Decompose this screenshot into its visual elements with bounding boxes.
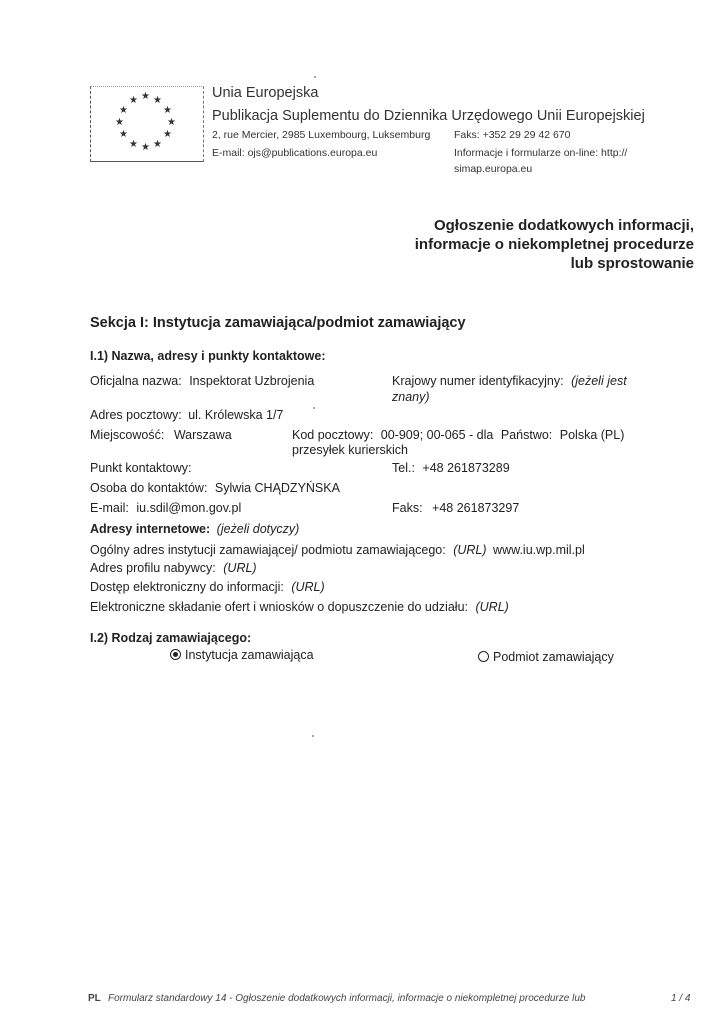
star-icon: ★ bbox=[167, 117, 176, 128]
star-icon: ★ bbox=[119, 129, 128, 140]
tel-value: +48 261873289 bbox=[422, 461, 510, 475]
option-entity-label: Podmiot zamawiający bbox=[493, 650, 614, 664]
country-value: Polska (PL) bbox=[559, 428, 625, 442]
option-entity[interactable] bbox=[478, 650, 614, 664]
general-address-row bbox=[90, 543, 585, 557]
postal-code-label: Kod pocztowy: bbox=[292, 428, 374, 442]
tel-row bbox=[392, 461, 510, 475]
footer-form-text: Formularz standardowy 14 - Ogłoszenie dodatkowych informacji, informacje o niekompletnej procedurze lub bbox=[108, 993, 586, 1004]
town-label: Miejscowość: bbox=[90, 428, 165, 442]
fax-row bbox=[392, 501, 519, 515]
i2-heading: I.2) Rodzaj zamawiającego: bbox=[90, 631, 252, 645]
national-id-row bbox=[392, 374, 627, 388]
internet-heading: Adresy internetowe: bbox=[90, 522, 211, 536]
town-row bbox=[90, 428, 232, 442]
electronic-submission-url-hint: (URL) bbox=[475, 600, 509, 614]
country-label: Państwo: bbox=[500, 428, 553, 442]
fax-label: Faks: bbox=[392, 501, 423, 515]
star-icon: ★ bbox=[119, 105, 128, 116]
national-id-label: Krajowy numer identyfikacyjny: bbox=[392, 374, 564, 388]
contact-person-row bbox=[90, 481, 340, 495]
scan-speck bbox=[314, 76, 316, 78]
postal-code-row bbox=[292, 428, 624, 442]
scan-speck bbox=[312, 735, 314, 737]
electronic-submission-row bbox=[90, 600, 509, 614]
star-icon: ★ bbox=[153, 139, 162, 150]
i1-heading: I.1) Nazwa, adresy i punkty kontaktowe: bbox=[90, 349, 326, 363]
postal-address-value: ul. Królewska 1/7 bbox=[188, 408, 284, 422]
general-address-url-hint: (URL) bbox=[453, 543, 487, 557]
fax-value: +48 261873297 bbox=[432, 501, 520, 515]
email-label: E-mail: bbox=[90, 501, 129, 515]
postal-code-cont: przesyłek kurierskich bbox=[292, 443, 409, 457]
email-row bbox=[90, 501, 241, 515]
radio-unchecked-icon[interactable] bbox=[478, 651, 489, 662]
national-id-hint-cont: znany) bbox=[392, 390, 430, 404]
header-email: E-mail: ojs@publications.europa.eu bbox=[212, 147, 378, 159]
contact-person-label: Osoba do kontaktów: bbox=[90, 481, 208, 495]
option-institution-label: Instytucja zamawiająca bbox=[185, 648, 314, 662]
official-name-value: Inspektorat Uzbrojenia bbox=[189, 374, 315, 388]
star-icon: ★ bbox=[129, 139, 138, 150]
header-publication: Publikacja Suplementu do Dziennika Urzędowego Unii Europejskiej bbox=[212, 108, 645, 124]
eu-flag-emblem bbox=[90, 86, 204, 162]
electronic-access-url-hint: (URL) bbox=[291, 580, 325, 594]
document-title: Ogłoszenie dodatkowych informacji, informacje o niekompletnej procedurze lub sprostowanie bbox=[414, 217, 694, 272]
star-icon: ★ bbox=[129, 95, 138, 106]
star-icon: ★ bbox=[115, 117, 124, 128]
star-icon: ★ bbox=[163, 105, 172, 116]
town-value: Warszawa bbox=[173, 428, 232, 442]
postal-code-value: 00-909; 00-065 - dla bbox=[380, 428, 494, 442]
star-icon: ★ bbox=[153, 95, 162, 106]
electronic-access-row bbox=[90, 580, 325, 594]
electronic-access-label: Dostęp elektroniczny do informacji: bbox=[90, 580, 284, 594]
general-address-label: Ogólny adres instytucji zamawiającej/ podmiotu zamawiającego: bbox=[90, 543, 446, 557]
postal-address-label: Adres pocztowy: bbox=[90, 408, 182, 422]
buyer-profile-row bbox=[90, 561, 257, 575]
official-name-label: Oficjalna nazwa: bbox=[90, 374, 182, 388]
internet-heading-row bbox=[90, 522, 299, 536]
scan-speck bbox=[313, 407, 315, 409]
contact-point-label: Punkt kontaktowy: bbox=[90, 461, 192, 475]
star-icon: ★ bbox=[141, 142, 150, 153]
electronic-submission-label: Elektroniczne składanie ofert i wniosków o dopuszczenie do udziału: bbox=[90, 600, 468, 614]
national-id-hint: (jeżeli jest bbox=[571, 374, 627, 388]
section-title: Sekcja I: Instytucja zamawiająca/podmiot zamawiający bbox=[90, 315, 466, 331]
header-info-line1: Informacje i formularze on-line: http:// bbox=[454, 147, 628, 159]
contact-person-value: Sylwia CHĄDZYŃSKA bbox=[214, 481, 340, 495]
star-icon: ★ bbox=[163, 129, 172, 140]
buyer-profile-label: Adres profilu nabywcy: bbox=[90, 561, 216, 575]
header-fax: Faks: +352 29 29 42 670 bbox=[454, 129, 571, 141]
postal-address-row bbox=[90, 408, 283, 422]
header-info-line2: simap.europa.eu bbox=[454, 163, 533, 175]
footer-page-number: 1 / 4 bbox=[671, 993, 691, 1004]
header-org: Unia Europejska bbox=[212, 85, 319, 101]
internet-hint: (jeżeli dotyczy) bbox=[216, 522, 300, 536]
footer-lang: PL bbox=[88, 993, 101, 1004]
buyer-profile-url-hint: (URL) bbox=[223, 561, 257, 575]
header-address: 2, rue Mercier, 2985 Luxembourg, Luksemburg bbox=[212, 129, 431, 141]
option-institution[interactable] bbox=[170, 648, 314, 662]
email-value: iu.sdil@mon.gov.pl bbox=[136, 501, 242, 515]
tel-label: Tel.: bbox=[392, 461, 415, 475]
official-name-row bbox=[90, 374, 314, 388]
radio-checked-icon[interactable] bbox=[170, 649, 181, 660]
general-address-value: www.iu.wp.mil.pl bbox=[493, 543, 585, 557]
star-icon: ★ bbox=[141, 91, 150, 102]
